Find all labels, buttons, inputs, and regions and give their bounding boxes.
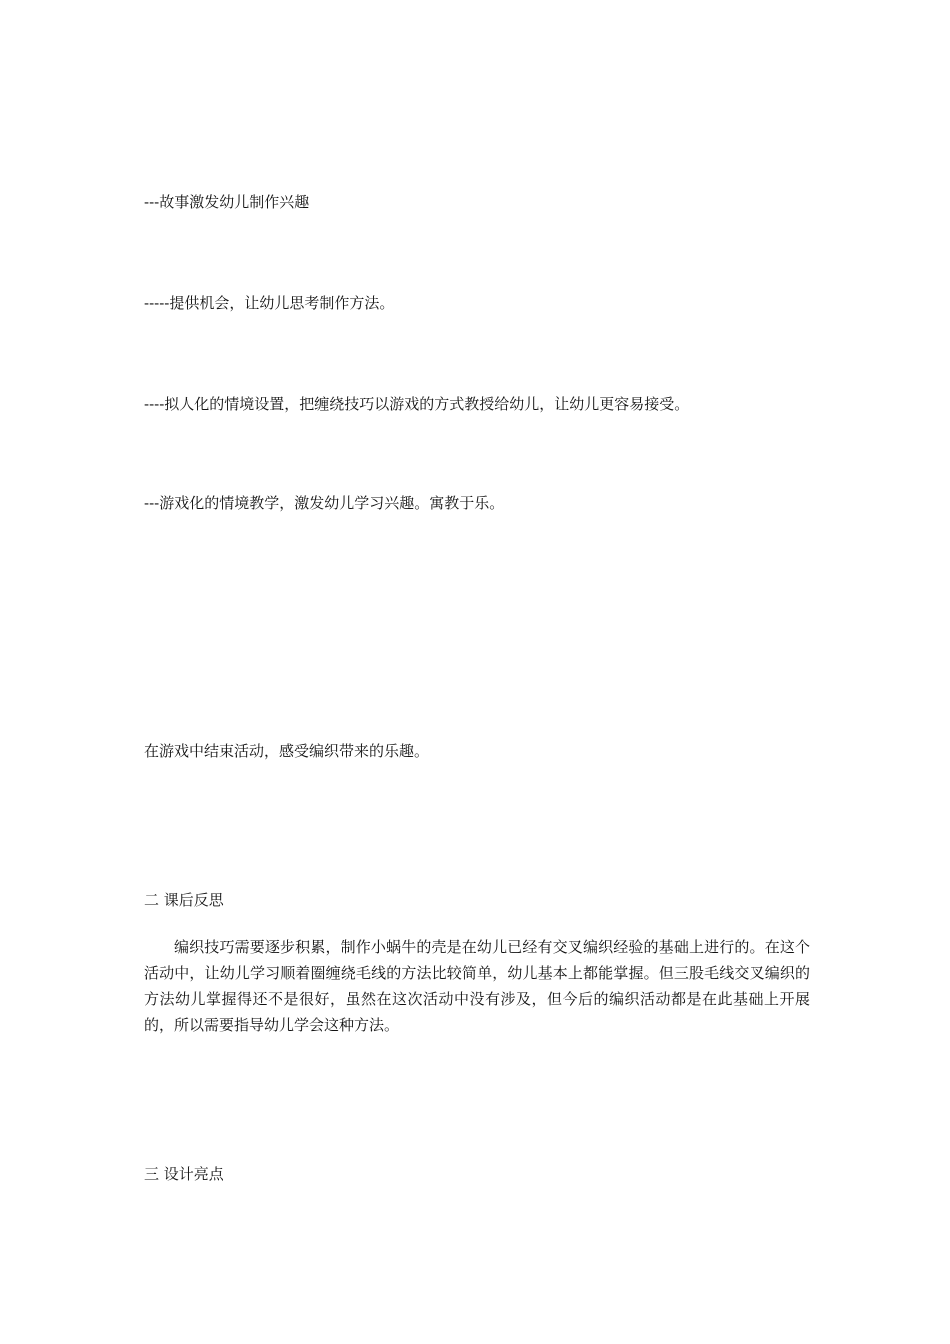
note-game-teaching: ---游戏化的情境教学，激发幼儿学习兴趣。寓教于乐。 xyxy=(144,494,505,512)
reflection-heading: 二 课后反思 xyxy=(144,891,224,909)
activity-ending: 在游戏中结束活动，感受编织带来的乐趣。 xyxy=(144,742,430,760)
reflection-body: 编织技巧需要逐步积累，制作小蜗牛的壳是在幼儿已经有交叉编织经验的基础上进行的。在这个活动中，让幼儿学习顺着圈缠绕毛线的方法比较简单，幼儿基本上都能掌握。但三股毛线交叉编织的方法幼儿掌握得还不是很好，虽然在这次活动中没有涉及，但今后的编织活动都是在此基础上开展的，所以需要指导幼儿学会这种方法。 xyxy=(144,938,810,1034)
note-personified-scene: ----拟人化的情境设置，把缠绕技巧以游戏的方式教授给幼儿，让幼儿更容易接受。 xyxy=(144,395,690,413)
note-thinking-method: -----提供机会，让幼儿思考制作方法。 xyxy=(144,294,395,312)
note-story-interest: ---故事激发幼儿制作兴趣 xyxy=(144,193,310,211)
reflection-paragraph xyxy=(144,934,810,1038)
highlights-heading: 三 设计亮点 xyxy=(144,1165,224,1183)
